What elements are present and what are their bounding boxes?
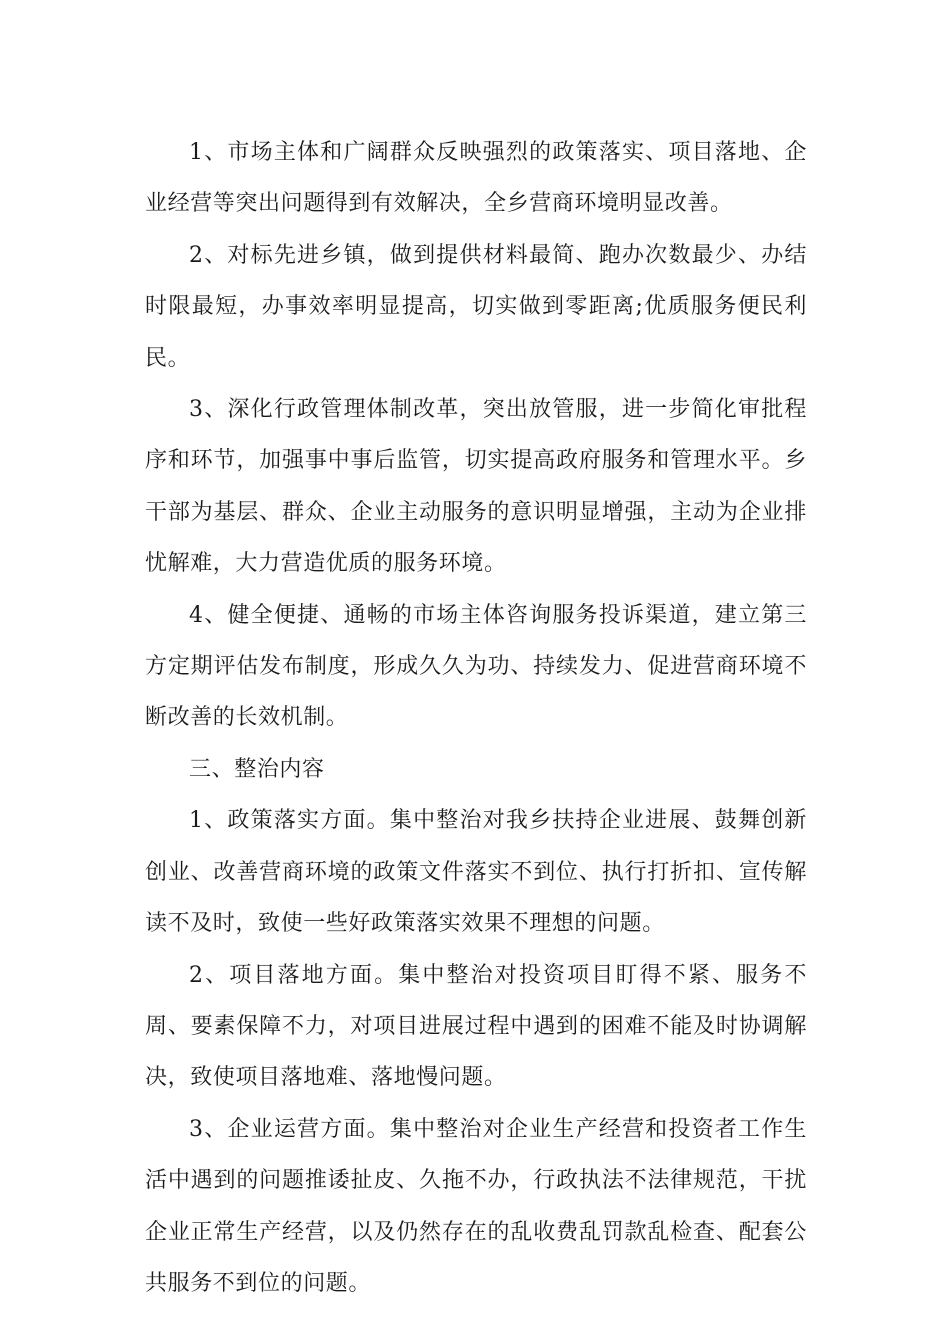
content-paragraph-2: 2、项目落地方面。集中整治对投资项目盯得不紧、服务不周、要素保障不力，对项目进展过程中遇到的困难不能及时协调解决，致使项目落地难、落地慢问题。 bbox=[145, 962, 807, 1091]
goal-paragraph-2: 2、对标先进乡镇，做到提供材料最简、跑办次数最少、办结时限最短，办事效率明显提高，切实做到零距离;优质服务便民利民。 bbox=[145, 242, 807, 371]
content-paragraph-1: 1、政策落实方面。集中整治对我乡扶持企业进展、鼓舞创新创业、改善营商环境的政策文件落实不到位、执行打折扣、宣传解读不及时，致使一些好政策落实效果不理想的问题。 bbox=[145, 808, 807, 937]
goal-paragraph-1: 1、市场主体和广阔群众反映强烈的政策落实、项目落地、企业经营等突出问题得到有效解决，全乡营商环境明显改善。 bbox=[145, 140, 807, 217]
goal-paragraph-3: 3、深化行政管理体制改革，突出放管服，进一步简化审批程序和环节，加强事中事后监管，切实提高政府服务和管理水平。乡干部为基层、群众、企业主动服务的意识明显增强，主动为企业排忧解难，大力营造优质的服务环境。 bbox=[145, 397, 807, 577]
content-paragraph-3: 3、企业运营方面。集中整治对企业生产经营和投资者工作生活中遇到的问题推诿扯皮、久拖不办，行政执法不法律规范，干扰企业正常生产经营，以及仍然存在的乱收费乱罚款乱检查、配套公共服务不到位的问题。 bbox=[145, 1116, 807, 1296]
section-heading: 三、整治内容 bbox=[189, 756, 325, 782]
document-page bbox=[145, 127, 807, 1309]
goal-paragraph-4: 4、健全便捷、通畅的市场主体咨询服务投诉渠道，建立第三方定期评估发布制度，形成久久为功、持续发力、促进营商环境不断改善的长效机制。 bbox=[145, 602, 807, 731]
